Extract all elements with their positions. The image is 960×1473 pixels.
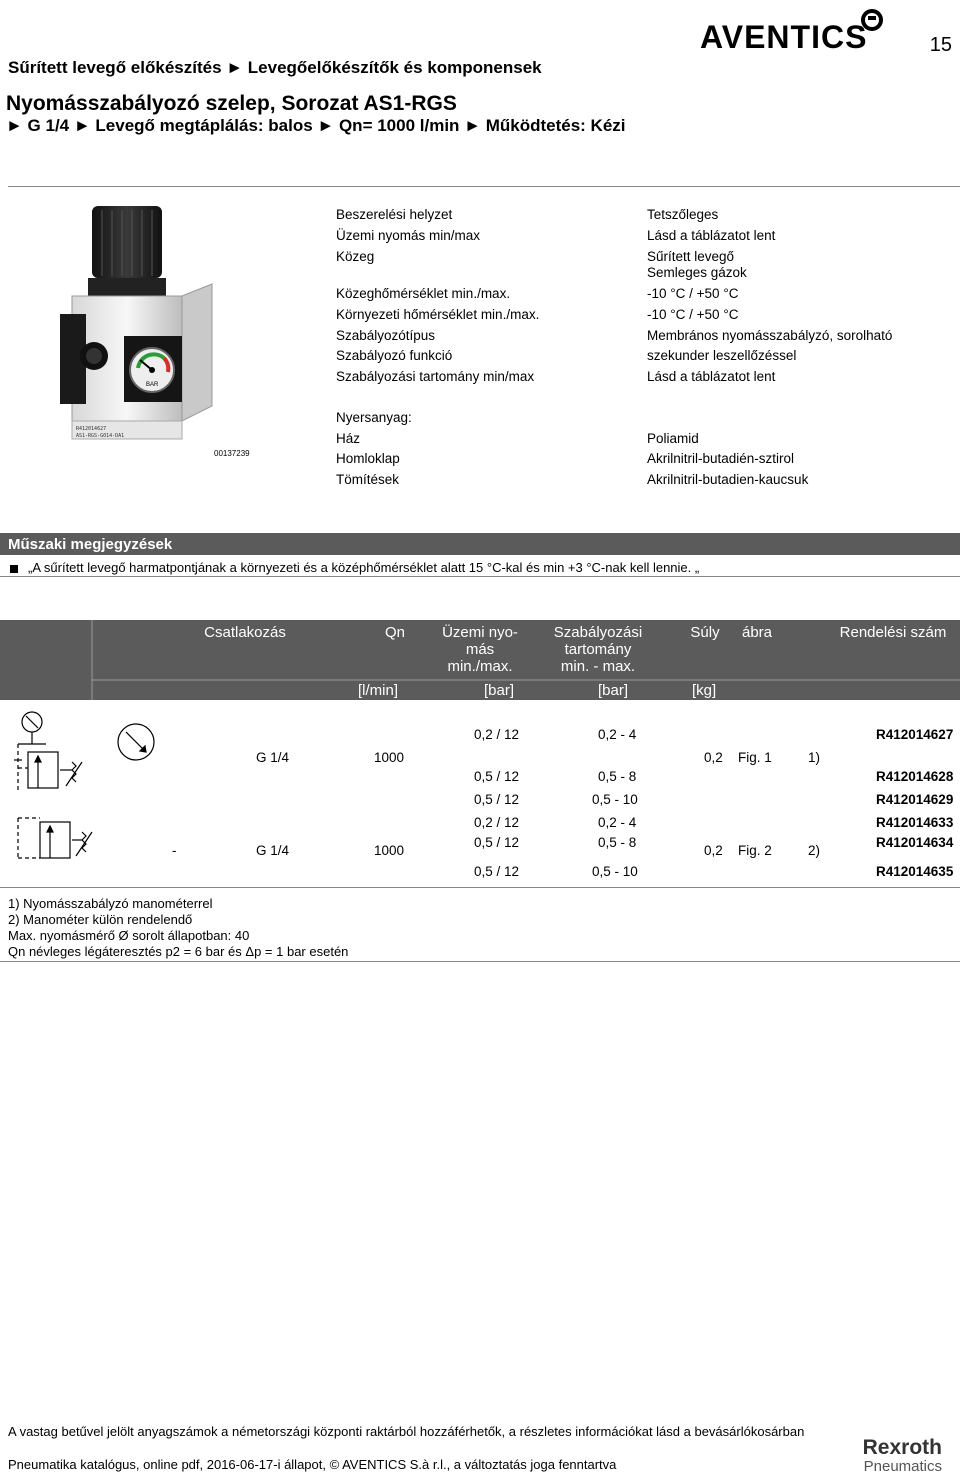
g2-pressure: 0,5 / 12	[474, 835, 520, 850]
spec-value: szekunder leszellőzéssel	[647, 348, 797, 363]
g2-order: R412014634	[876, 835, 954, 850]
col-weight: Súly	[690, 624, 720, 641]
spec-value: Sűrített levegő	[647, 249, 735, 264]
page-subtitle: ► G 1/4 ► Levegő megtáplálás: balos ► Qn= 1000 l/min ► Működtetés: Kézi	[6, 116, 626, 135]
g1-figure: Fig. 1	[738, 750, 772, 765]
g2-order: R412014633	[876, 815, 954, 830]
unit-weight: [kg]	[692, 682, 717, 699]
spec-value: Lásd a táblázatot lent	[647, 369, 776, 384]
bullet-icon	[10, 565, 18, 573]
footnote: 2) Manométer külön rendelendő	[8, 912, 193, 927]
photo-code: 00137239	[214, 449, 250, 458]
footnote: Max. nyomásmérő Ø sorolt állapotban: 40	[8, 928, 250, 943]
g2-connection: G 1/4	[256, 843, 290, 858]
spec-label: Közeghőmérséklet min./max.	[336, 286, 511, 301]
spec-value: Membrános nyomásszabályzó, sorolható	[647, 328, 893, 343]
g2-order: R412014635	[876, 864, 954, 879]
technical-note-text: „A sűrített levegő harmatpontjának a környezeti és a középhőmérséklet alatt 15 °C-kal és min +3 °C-nak kell lennie. „	[28, 560, 700, 575]
pneumatic-symbols	[0, 700, 170, 890]
footnotes-bottom-line	[0, 961, 960, 962]
regulator-photo	[52, 196, 292, 446]
unit-pressure: [bar]	[484, 682, 515, 699]
g2-qn: 1000	[374, 843, 405, 858]
col-connection: Csatlakozás	[204, 624, 286, 641]
svg-text:R412014627: R412014627	[76, 426, 107, 432]
materials-heading: Nyersanyag:	[336, 410, 412, 425]
spec-value: Tetszőleges	[647, 207, 719, 222]
g1-range: 0,2 - 4	[598, 727, 637, 742]
g1-order: R412014628	[876, 769, 954, 784]
material-label: Homloklap	[336, 451, 400, 466]
g2-pressure: 0,2 / 12	[474, 815, 520, 830]
material-value: Poliamid	[647, 431, 699, 446]
g2-dash: -	[172, 843, 177, 858]
rexroth-sub: Pneumatics	[863, 1458, 942, 1473]
material-value: Akrilnitril-butadién-sztirol	[647, 451, 795, 466]
col-pressure-l3: min./max.	[447, 658, 513, 675]
technical-note	[10, 560, 699, 575]
g2-range: 0,5 - 10	[592, 864, 638, 879]
page-number: 15	[929, 34, 952, 56]
page-title: Nyomásszabályozó szelep, Sorozat AS1-RGS	[6, 92, 457, 115]
col-figure: ábra	[741, 624, 773, 641]
spec-value: Semleges gázok	[647, 265, 747, 280]
g2-range: 0,2 - 4	[598, 815, 637, 830]
svg-text:AS1-RGS-G014-DA1: AS1-RGS-G014-DA1	[76, 433, 125, 439]
col-range-l1: Szabályozási	[553, 624, 643, 641]
spec-label: Környezeti hőmérséklet min./max.	[336, 307, 540, 322]
col-pressure-l2: más	[465, 641, 495, 658]
aventics-logo	[700, 6, 888, 52]
material-value: Akrilnitril-butadien-kaucsuk	[647, 472, 809, 487]
g2-figure: Fig. 2	[738, 843, 772, 858]
material-label: Ház	[336, 431, 361, 446]
g1-connection: G 1/4	[256, 750, 290, 765]
spec-label: Közeg	[336, 249, 375, 264]
unit-qn: [l/min]	[358, 682, 399, 699]
col-range-l3: min. - max.	[560, 658, 636, 675]
g2-weight: 0,2	[704, 843, 723, 858]
g2-note: 2)	[808, 843, 821, 858]
footer-stock-note: A vastag betűvel jelölt anyagszámok a németországi központi raktárból hozzáférhetők, a részletes információkat lásd a bevásárlókosárban	[8, 1424, 805, 1439]
g1-range: 0,5 - 10	[592, 792, 638, 807]
col-order: Rendelési szám	[839, 624, 947, 641]
rexroth-name: Rexroth	[862, 1436, 942, 1459]
g1-pressure: 0,2 / 12	[474, 727, 520, 742]
technical-notes-heading: Műszaki megjegyzések	[0, 533, 960, 555]
g2-pressure: 0,5 / 12	[474, 864, 520, 879]
breadcrumb: Sűrített levegő előkészítés ► Levegőelőkészítők és komponensek	[8, 58, 542, 77]
spec-label: Üzemi nyomás min/max	[336, 228, 481, 243]
g1-pressure: 0,5 / 12	[474, 769, 520, 784]
g1-qn: 1000	[374, 750, 405, 765]
g1-order: R412014627	[876, 727, 954, 742]
spec-label: Beszerelési helyzet	[336, 207, 453, 222]
aventics-logo-text: AVENTICS	[700, 19, 868, 52]
g1-weight: 0,2	[704, 750, 723, 765]
footer-copyright: Pneumatika katalógus, online pdf, 2016-06-17-i állapot, © AVENTICS S.à r.l., a változtatás joga fenntartva	[8, 1457, 617, 1472]
spec-value: Lásd a táblázatot lent	[647, 228, 776, 243]
material-label: Tömítések	[336, 472, 400, 487]
spec-label: Szabályozótípus	[336, 328, 436, 343]
footnote: 1) Nyomásszabályzó manométerrel	[8, 896, 213, 911]
g1-note: 1)	[808, 750, 821, 765]
spec-label: Szabályozási tartomány min/max	[336, 369, 535, 384]
g1-pressure: 0,5 / 12	[474, 792, 520, 807]
g1-order: R412014629	[876, 792, 954, 807]
spec-value: -10 °C / +50 °C	[647, 286, 739, 301]
spec-value: -10 °C / +50 °C	[647, 307, 739, 322]
footnote: Qn névleges légáteresztés p2 = 6 bar és Δp = 1 bar esetén	[8, 944, 349, 959]
col-qn: Qn	[384, 624, 405, 641]
unit-range: [bar]	[598, 682, 629, 699]
col-pressure-l1: Üzemi nyo-	[442, 624, 518, 641]
g1-range: 0,5 - 8	[598, 769, 637, 784]
col-range-l2: tartomány	[564, 641, 632, 658]
g2-range: 0,5 - 8	[598, 835, 637, 850]
svg-text:BAR: BAR	[146, 382, 159, 388]
divider	[8, 186, 960, 187]
spec-label: Szabályozó funkció	[336, 348, 453, 363]
rexroth-logo	[863, 1437, 942, 1473]
table-bottom-line	[0, 887, 960, 888]
